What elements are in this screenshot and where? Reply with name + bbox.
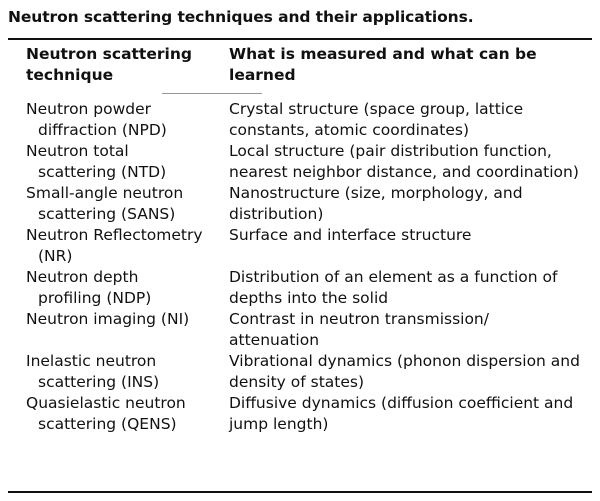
header-underline <box>162 93 262 94</box>
technique-cell <box>0 141 229 183</box>
technique-name-continued: scattering (NTD) <box>38 163 167 181</box>
table-row <box>0 183 600 225</box>
table-row <box>0 141 600 183</box>
table-row <box>0 267 600 309</box>
table-row <box>0 225 600 267</box>
table-row <box>0 99 600 141</box>
technique-name-continued: diffraction (NPD) <box>38 121 167 139</box>
table-row <box>0 309 600 351</box>
technique-cell <box>0 267 229 309</box>
measured-cell: Contrast in neutron transmission/ attenuation <box>229 310 489 349</box>
measured-cell: Nanostructure (size, morphology, and distribution) <box>229 184 523 223</box>
bottom-rule <box>8 491 592 493</box>
technique-name: Neutron total <box>26 142 129 160</box>
measured-cell: Distribution of an element as a function of depths into the solid <box>229 268 558 307</box>
technique-cell <box>0 183 229 225</box>
technique-cell <box>0 225 229 267</box>
technique-cell <box>0 393 229 435</box>
measured-cell: Local structure (pair distribution function, nearest neighbor distance, and coordination) <box>229 142 579 181</box>
technique-name: Inelastic neutron <box>26 352 157 370</box>
technique-name-continued: scattering (INS) <box>38 373 160 391</box>
technique-name-continued: (NR) <box>38 247 73 265</box>
table-row <box>0 351 600 393</box>
technique-cell <box>0 309 229 351</box>
technique-cell <box>0 351 229 393</box>
table-caption: Neutron scattering techniques and their applications. <box>8 8 474 26</box>
technique-name: Neutron depth <box>26 268 139 286</box>
technique-name-continued: profiling (NDP) <box>38 289 152 307</box>
technique-name: Neutron powder <box>26 100 152 118</box>
technique-name: Small-angle neutron <box>26 184 184 202</box>
table-row <box>0 393 600 435</box>
measured-cell: Diffusive dynamics (diffusion coefficient and jump length) <box>229 394 574 433</box>
technique-name: Neutron imaging (NI) <box>26 310 190 328</box>
technique-name: Neutron Reflectometry <box>26 226 203 244</box>
column-header-measured: What is measured and what can be learned <box>229 45 537 84</box>
technique-name-continued: scattering (SANS) <box>38 205 176 223</box>
technique-name-continued: scattering (QENS) <box>38 415 177 433</box>
measured-cell: Crystal structure (space group, lattice constants, atomic coordinates) <box>229 100 524 139</box>
measured-cell: Surface and interface structure <box>229 226 472 244</box>
table-body <box>0 99 600 435</box>
technique-cell <box>0 99 229 141</box>
technique-name: Quasielastic neutron <box>26 394 186 412</box>
column-header-technique: Neutron scattering technique <box>26 45 192 84</box>
measured-cell: Vibrational dynamics (phonon dispersion and density of states) <box>229 352 580 391</box>
top-rule <box>8 38 592 40</box>
